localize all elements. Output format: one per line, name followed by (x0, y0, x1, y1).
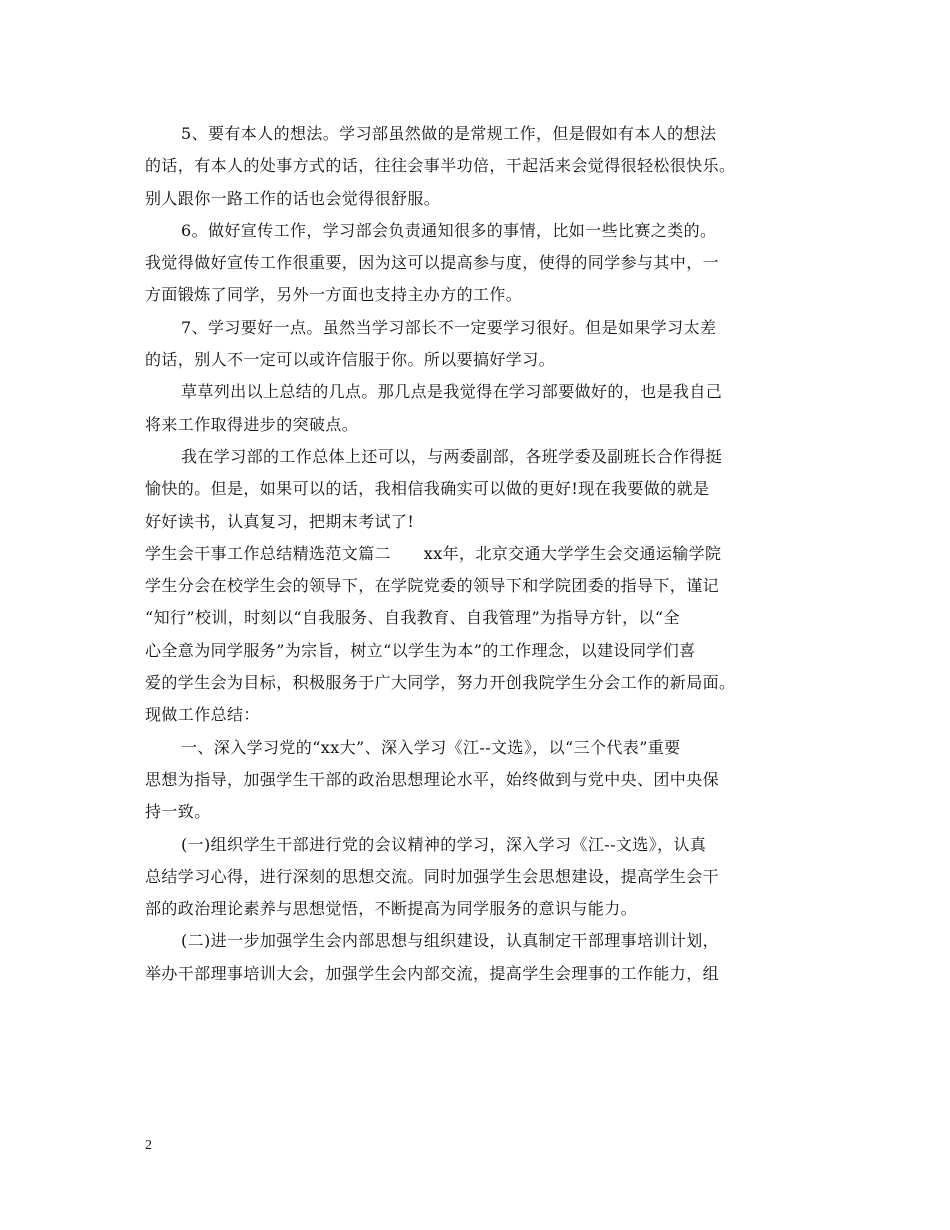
text-line: 举办干部理事培训大会，加强学生会内部交流，提高学生会理事的工作能力，组 (145, 963, 720, 983)
text-line: 学生分会在校学生会的领导下，在学院党委的领导下和学院团委的指导下，谨记 (145, 576, 720, 596)
text-line: 心全意为同学服务”为宗旨，树立“以学生为本”的工作理念，以建设同学们喜 (145, 640, 696, 660)
text-line: 持一致。 (145, 802, 211, 822)
text-line: 爱的学生会为目标，积极服务于广大同学，努力开创我院学生分会工作的新局面。 (145, 673, 736, 693)
text-line: 愉快的。但是，如果可以的话，我相信我确实可以做的更好!现在我要做的就是 (145, 479, 710, 499)
text-line: 现做工作总结： (145, 705, 260, 725)
text-line: 的话，别人不一定可以或许信服于你。所以要搞好学习。 (145, 350, 556, 370)
text-line: “知行”校训，时刻以“自我服务、自我教育、自我管理”为指导方针，以“全 (145, 608, 680, 628)
text-line: (一)组织学生干部进行党的会议精神的学习，深入学习《江--文选》，认真 (181, 834, 707, 854)
page-number: 2 (145, 1138, 152, 1153)
text-line: 方面锻炼了同学，另外一方面也支持主办方的工作。 (145, 285, 523, 305)
text-line: 将来工作取得进步的突破点。 (145, 414, 359, 434)
text-line: 6。做好宣传工作，学习部会负责通知很多的事情，比如一些比赛之类的。 (181, 220, 717, 240)
text-line: 部的政治理论素养与思想觉悟，不断提高为同学服务的意识与能力。 (145, 899, 638, 919)
text-line: 好好读书，认真复习，把期末考试了! (145, 511, 415, 531)
document-body (145, 118, 807, 990)
text-line: 别人跟你一路工作的话也会觉得很舒服。 (145, 188, 441, 208)
text-line: 我觉得做好宣传工作很重要，因为这可以提高参与度，使得的同学参与其中，一 (145, 253, 720, 273)
text-line: 一、深入学习党的“xx大”、深入学习《江--文选》，以“三个代表”重要 (181, 737, 681, 757)
text-line: 草草列出以上总结的几点。那几点是我觉得在学习部要做好的，也是我自己 (181, 382, 723, 402)
text-line: (二)进一步加强学生会内部思想与组织建设，认真制定干部理事培训计划， (181, 931, 720, 951)
text-line: 总结学习心得，进行深刻的思想交流。同时加强学生会思想建设，提高学生会干 (145, 866, 720, 886)
text-line: 思想为指导，加强学生干部的政治思想理论水平，始终做到与党中央、团中央保 (145, 769, 720, 789)
text-line: 5、要有本人的想法。学习部虽然做的是常规工作，但是假如有本人的想法 (181, 124, 717, 143)
text-line: 的话，有本人的处事方式的话，往往会事半功倍，干起活来会觉得很轻松很快乐。 (145, 156, 736, 176)
text-line: 7、学习要好一点。虽然当学习部长不一定要学习很好。但是如果学习太差 (181, 317, 717, 337)
text-line: 学生会干事工作总结精选范文篇二 xx年，北京交通大学学生会交通运输学院 (145, 543, 722, 563)
text-line: 我在学习部的工作总体上还可以，与两委副部，各班学委及副班长合作得挺 (181, 446, 723, 466)
